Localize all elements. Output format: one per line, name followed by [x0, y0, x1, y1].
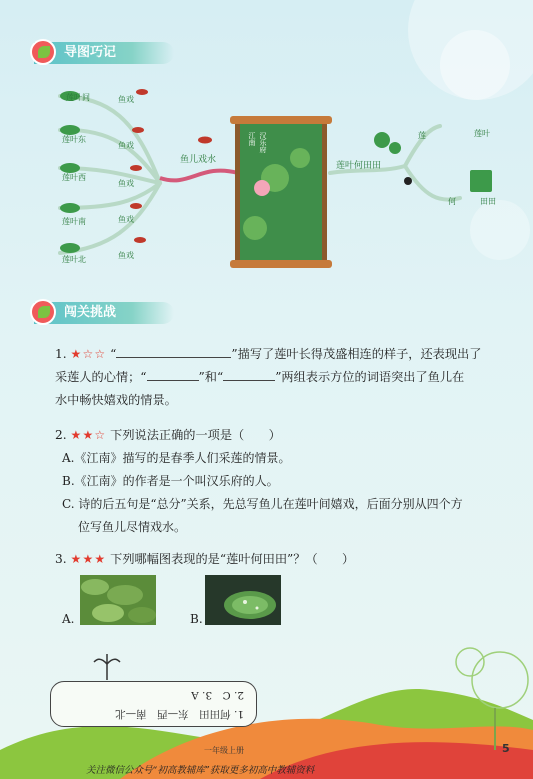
mindmap-label: 莲叶东	[62, 135, 86, 144]
photo-option-b[interactable]	[205, 575, 281, 625]
mindmap-label: 莲叶北	[62, 255, 86, 264]
mind-map-diagram	[40, 78, 510, 278]
page-number: 5	[502, 742, 510, 755]
question-text: ”描写了莲叶长得茂盛相连的样子，还表现出了	[231, 347, 482, 361]
section-header-mindmap	[34, 42, 174, 64]
mindmap-label: 何	[448, 197, 456, 206]
question-1-line3: 水中畅快嬉戏的情景。	[55, 393, 177, 407]
photo-option-a[interactable]	[80, 575, 156, 625]
option-c-continued: 位写鱼儿尽情戏水。	[78, 520, 187, 534]
sprout-icon	[92, 652, 122, 680]
scroll-author: 汉乐府	[259, 132, 267, 153]
answer-blank[interactable]	[147, 380, 199, 381]
option-a-label[interactable]: A.	[62, 612, 75, 626]
question-1	[55, 343, 481, 365]
question-text: ”和“	[198, 370, 224, 384]
section-title: 导图巧记	[64, 45, 117, 60]
answer-key-rotated	[51, 682, 256, 726]
mindmap-label: 田田	[480, 197, 496, 206]
difficulty-stars: ★★★	[70, 552, 107, 566]
mindmap-label: 莲叶南	[62, 217, 86, 226]
difficulty-stars: ★★☆	[70, 428, 107, 442]
answer-line-2: 2. C 3. A	[191, 689, 244, 701]
option-c[interactable]: C. 诗的后五句是“总分”关系，先总写鱼儿在莲叶间嬉戏，后面分别从四个方	[62, 497, 463, 511]
answer-key-box	[50, 681, 257, 727]
option-a[interactable]: A.《江南》描写的是春季人们采莲的情景。	[62, 451, 291, 465]
mindmap-label: 莲叶西	[62, 173, 86, 182]
mindmap-label: 莲	[418, 131, 426, 140]
question-text: 采莲人的心情；“	[55, 370, 147, 384]
difficulty-stars: ★☆☆	[70, 347, 107, 361]
mindmap-label: 鱼戏	[118, 179, 134, 188]
leaf-badge-icon	[30, 39, 56, 65]
answer-line-1: 1. 何田田 东—西 南—北	[115, 708, 244, 720]
question-text: 下列哪幅图表现的是“莲叶何田田”？（ ）	[110, 552, 355, 566]
question-number: 1.	[55, 347, 67, 361]
watermark-text: 关注微信公众号“初高教辅库”获取更多初高中教辅资料	[86, 765, 315, 776]
leaf-badge-icon	[30, 299, 56, 325]
question-text: “	[110, 347, 117, 361]
question-text: ”两组表示方位的词语突出了鱼儿在	[275, 370, 465, 384]
mindmap-label: 莲叶间	[66, 93, 90, 102]
mindmap-label: 鱼戏	[118, 251, 134, 260]
mindmap-label: 鱼戏	[118, 215, 134, 224]
question-text: 下列说法正确的一项是（ ）	[110, 428, 281, 442]
mindmap-label: 莲叶	[474, 129, 490, 138]
question-2	[55, 424, 281, 446]
option-b-label[interactable]: B.	[190, 612, 203, 626]
mindmap-label: 鱼戏	[118, 141, 134, 150]
section-title: 闯关挑战	[64, 305, 117, 320]
scroll-title: 江南	[248, 132, 256, 146]
answer-blank[interactable]	[223, 380, 275, 381]
mindmap-center-left-label: 鱼儿戏水	[180, 155, 217, 165]
mindmap-center-right-label: 莲叶何田田	[336, 161, 382, 171]
option-b[interactable]: B.《江南》的作者是一个叫汉乐府的人。	[62, 474, 279, 488]
question-number: 2.	[55, 428, 67, 442]
mindmap-label: 鱼戏	[118, 95, 134, 104]
section-header-challenge	[34, 302, 174, 324]
footer-grade: 一年级上册	[204, 746, 244, 755]
answer-blank[interactable]	[116, 357, 231, 358]
question-1-line2	[55, 366, 464, 388]
question-3	[55, 548, 354, 570]
question-number: 3.	[55, 552, 67, 566]
